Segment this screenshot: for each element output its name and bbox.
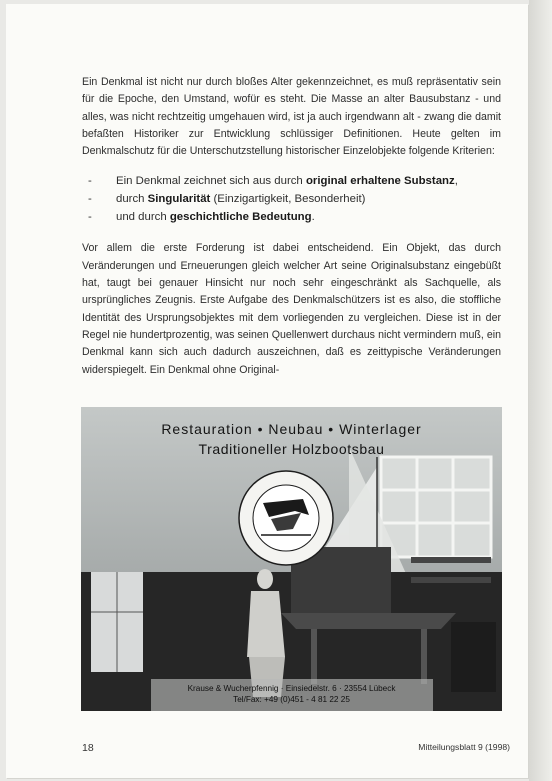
paragraph-intro: Ein Denkmal ist nicht nur durch bloßes Alter gekennzeichnet, es muß repräsentativ sein für die Epoche, den Umstand, wofür es steht. Die Masse an alter Bausubstanz - und alles, was nicht rechtzeitig umgehauen wird, ist ja auch irgendwann alt - zwang die damit befaßten Historiker zur Entwicklung schlüssiger Definitionen. Heute gelten im Denkmalschutz für die Unterschutzstellung historischer Einzelobjekte folgende Kriterien:: [82, 76, 501, 158]
list-dash: -: [88, 175, 92, 188]
criterion-singularity: Singularität: [147, 193, 211, 206]
ad-address: [81, 683, 502, 705]
ad-address-street: Krause & Wucherpfennig · Einsiedelstr. 6 · 23554 Lübeck: [187, 684, 396, 693]
criteria-item: - und durch geschichtliche Bedeutung.: [82, 208, 501, 226]
page-gutter: [529, 0, 552, 781]
advertisement: [81, 407, 502, 711]
criteria-list: [82, 172, 501, 226]
article-body: [82, 74, 501, 379]
list-dash: -: [88, 193, 92, 206]
ad-address-phone: Tel/Fax: +49 (0)451 - 4 81 22 25: [233, 695, 350, 704]
criteria-item: - Ein Denkmal zeichnet sich aus durch original erhaltene Substanz,: [82, 172, 501, 190]
page-number: 18: [82, 742, 94, 754]
shipyard-logo-icon: [239, 471, 333, 565]
ad-headline-services: Restauration • Neubau • Winterlager: [161, 421, 422, 437]
list-dash: -: [88, 211, 92, 224]
paragraph-main: Vor allem die erste Forderung ist dabei entscheidend. Ein Objekt, das durch Veränderungen und Erneuerungen gleich welcher Art seine Originalsubstanz eingebüßt hat, taugt bei genauer Hinsicht nur noch sehr eingeschränkt als Sachquelle, als ursprüngliches Zeugnis. Erste Aufgabe des Denkmalschützers ist es also, die stoffliche Identität des Ursprungsobjektes mit dem vorliegenden zu vergleichen. Diese ist in der Regel nie hundertprozentig, was seinen Quellenwert durchaus nicht vermindern muß, ein Denkmal kann sich auch dadurch auszeichnen, daß es zeittypische Veränderungen widerspiegelt. Ein Denkmal ohne Original-: [82, 242, 501, 376]
ad-headline-boatbuilding: Traditioneller Holzbootsbau: [198, 441, 385, 457]
publication-name: Mitteilungsblatt 9 (1998): [418, 742, 510, 752]
criterion-history: geschichtliche Bedeutung: [169, 211, 312, 224]
criteria-item: - durch Singularität (Einzigartigkeit, Besonderheit): [82, 190, 501, 208]
criterion-substance: original erhaltene Substanz: [305, 175, 455, 188]
